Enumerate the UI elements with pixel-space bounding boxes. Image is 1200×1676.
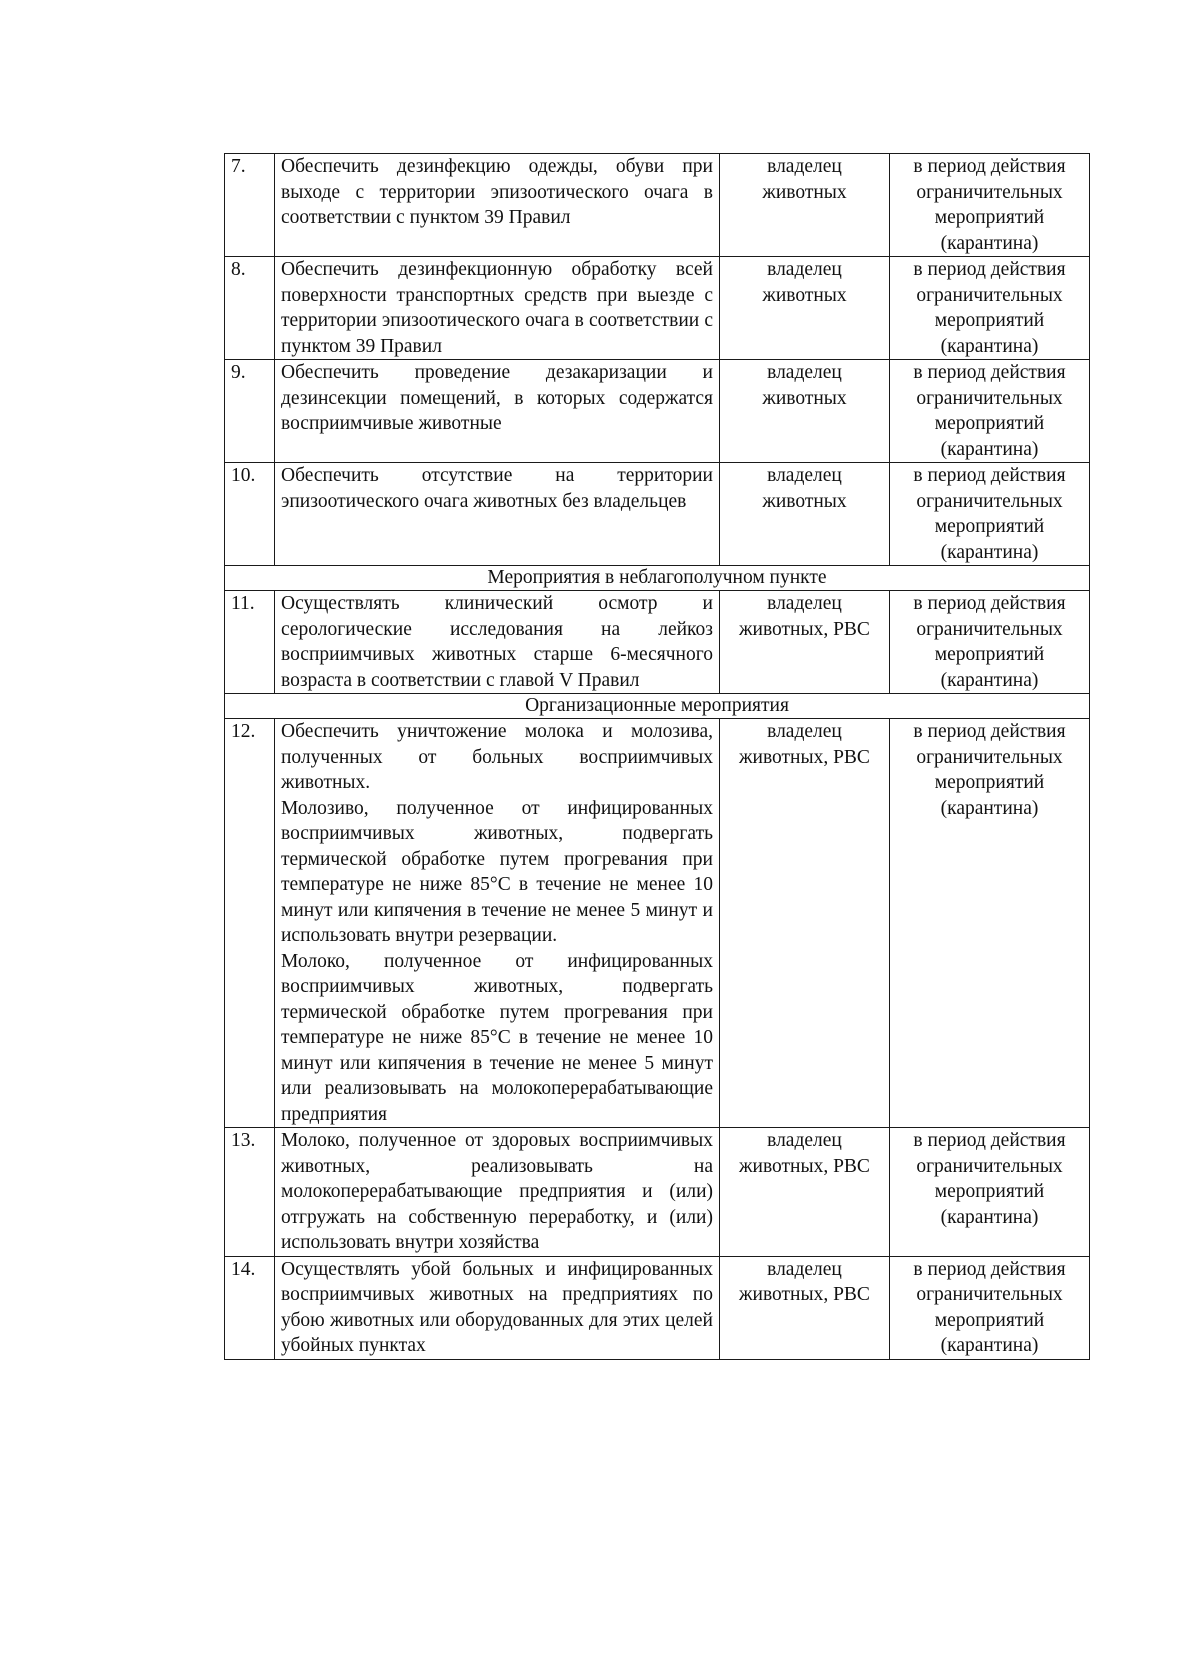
measure-description [275, 360, 720, 463]
measure-description [275, 719, 720, 1128]
row-number: 10. [225, 463, 275, 566]
responsible-party: владелец животных, РВС [720, 1256, 890, 1359]
time-period: в период действия ограничительных мероприятий (карантина) [890, 360, 1090, 463]
section-header-row [225, 694, 1090, 719]
measure-description [275, 591, 720, 694]
measure-paragraph: Обеспечить дезинфекцию одежды, обуви при выходе с территории эпизоотического очага в соответствии с пунктом 39 Правил [281, 156, 713, 228]
measure-paragraph: Молозиво, полученное от инфицированных восприимчивых животных, подвергать термической обработке путем прогревания при температуре не ниже 85°С в течение не менее 10 минут или кипячения в течение не менее 5 минут и использовать внутри резервации. [281, 797, 713, 946]
row-number: 9. [225, 360, 275, 463]
measure-paragraph: Осуществлять клинический осмотр и серологические исследования на лейкоз восприимчивых животных старше 6-месячного возраста в соответствии с главой V Правил [281, 593, 713, 691]
time-period: в период действия ограничительных мероприятий (карантина) [890, 1128, 1090, 1257]
responsible-party: владелец животных [720, 257, 890, 360]
measure-paragraph: Обеспечить уничтожение молока и молозива, полученных от больных восприимчивых животных. [281, 721, 713, 793]
table-row [225, 1256, 1090, 1359]
table-row [225, 360, 1090, 463]
time-period: в период действия ограничительных мероприятий (карантина) [890, 591, 1090, 694]
row-number: 13. [225, 1128, 275, 1257]
measure-paragraph: Молоко, полученное от здоровых восприимчивых животных, реализовывать на молокоперерабатывающие предприятия и (или) отгружать на собственную переработку, и (или) использовать внутри хозяйства [281, 1130, 713, 1253]
table-row [225, 257, 1090, 360]
measure-paragraph: Осуществлять убой больных и инфицированных восприимчивых животных на предприятиях по убою животных или оборудованных для этих целей убойных пунктах [281, 1258, 713, 1356]
table-row [225, 591, 1090, 694]
row-number: 7. [225, 154, 275, 257]
section-title: Организационные мероприятия [225, 694, 1090, 719]
measure-paragraph: Молоко, полученное от инфицированных восприимчивых животных, подвергать термической обработке путем прогревания при температуре не ниже 85°С в течение не менее 10 минут или кипячения в течение не менее 5 минут или реализовывать на молокоперерабатывающие предприятия [281, 950, 713, 1125]
measure-paragraph: Обеспечить проведение дезакаризации и дезинсекции помещений, в которых содержатся восприимчивые животные [281, 362, 713, 434]
measures-table [224, 153, 1090, 1360]
time-period: в период действия ограничительных мероприятий (карантина) [890, 1256, 1090, 1359]
time-period: в период действия ограничительных мероприятий (карантина) [890, 719, 1090, 1128]
time-period: в период действия ограничительных мероприятий (карантина) [890, 257, 1090, 360]
table-row [225, 719, 1090, 1128]
responsible-party: владелец животных [720, 360, 890, 463]
measure-description [275, 1256, 720, 1359]
row-number: 8. [225, 257, 275, 360]
table-row [225, 463, 1090, 566]
responsible-party: владелец животных [720, 463, 890, 566]
measure-paragraph: Обеспечить отсутствие на территории эпизоотического очага животных без владельцев [281, 465, 713, 512]
measures-table-body [225, 154, 1090, 1360]
measure-description [275, 257, 720, 360]
table-row [225, 1128, 1090, 1257]
responsible-party: владелец животных, РВС [720, 1128, 890, 1257]
measure-description [275, 463, 720, 566]
measure-description [275, 1128, 720, 1257]
responsible-party: владелец животных [720, 154, 890, 257]
section-title: Мероприятия в неблагополучном пункте [225, 566, 1090, 591]
row-number: 14. [225, 1256, 275, 1359]
row-number: 11. [225, 591, 275, 694]
row-number: 12. [225, 719, 275, 1128]
time-period: в период действия ограничительных мероприятий (карантина) [890, 463, 1090, 566]
responsible-party: владелец животных, РВС [720, 591, 890, 694]
measure-description [275, 154, 720, 257]
time-period: в период действия ограничительных мероприятий (карантина) [890, 154, 1090, 257]
table-row [225, 154, 1090, 257]
responsible-party: владелец животных, РВС [720, 719, 890, 1128]
section-header-row [225, 566, 1090, 591]
measure-paragraph: Обеспечить дезинфекционную обработку всей поверхности транспортных средств при выезде с территории эпизоотического очага в соответствии с пунктом 39 Правил [281, 259, 713, 357]
